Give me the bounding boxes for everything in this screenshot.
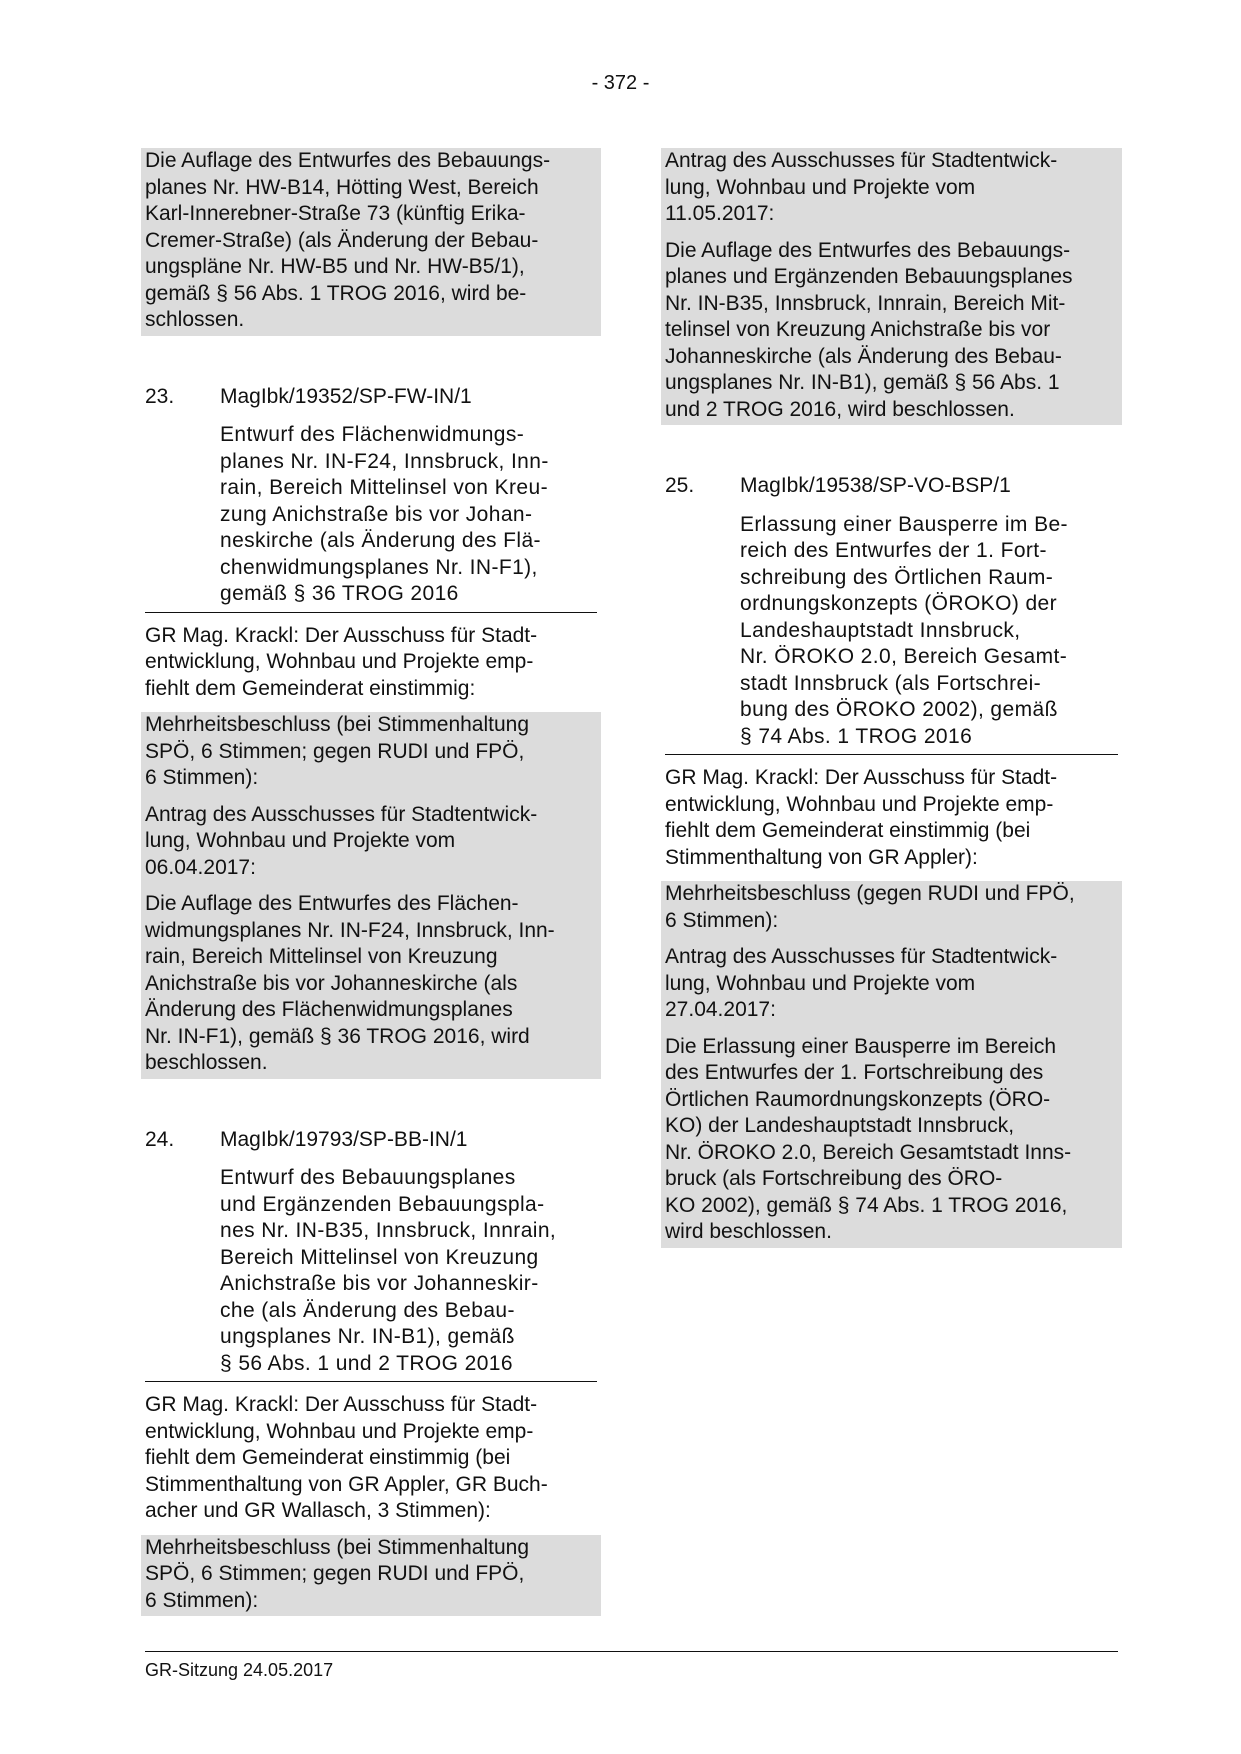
item-24-decision-box <box>141 1535 601 1617</box>
item-24-heading <box>145 1127 597 1154</box>
item-25-heading <box>665 473 1118 500</box>
item-23-number: 23. <box>145 384 175 408</box>
item-24-title: Entwurf des Bebauungsplanes und Ergänzenden Bebauungspla- nes Nr. IN-B35, Innsbruck, Innrain, Bereich Mittelinsel von Kreuzung Anichstraße bis vor Johanneskir- che (als Änderung des Bebau- ungsplanes Nr. IN-B1), gemäß § 56 Abs. 1 und 2 TROG 2016 <box>145 1165 597 1382</box>
item-24-code: MagIbk/19793/SP-BB-IN/1 <box>220 1127 468 1151</box>
item-23-resolution: Die Auflage des Entwurfes des Flächen- widmungsplanes Nr. IN-F24, Innsbruck, Inn- rain, Bereich Mittelinsel von Kreuzung Anichstraße bis vor Johanneskirche (als Änderung des Flächenwidmungsplanes Nr. IN-F1), gemäß § 36 TROG 2016, wird beschlossen. <box>145 892 555 1074</box>
item-23-motion: Antrag des Ausschusses für Stadtentwick- lung, Wohnbau und Projekte vom 06.04.2017: <box>145 802 538 879</box>
item-23-code: MagIbk/19352/SP-FW-IN/1 <box>220 384 472 408</box>
item-24-motion: Antrag des Ausschusses für Stadtentwick- lung, Wohnbau und Projekte vom 11.05.2017: <box>665 149 1058 225</box>
right-column <box>665 148 1118 1248</box>
item-25-code: MagIbk/19538/SP-VO-BSP/1 <box>740 474 1011 497</box>
item-23-decision: Mehrheitsbeschluss (bei Stimmenhaltung SPÖ, 6 Stimmen; gegen RUDI und FPÖ, 6 Stimmen): <box>145 713 530 789</box>
item-25-motion: Antrag des Ausschusses für Stadtentwick- lung, Wohnbau und Projekte vom 27.04.2017: <box>665 945 1058 1021</box>
left-column <box>145 148 597 1616</box>
item-25-title: Erlassung einer Bausperre im Be- reich des Entwurfes der 1. Fort- schreibung des Örtlichen Raum- ordnungskonzepts (ÖROKO) der Landeshauptstadt Innsbruck, Nr. ÖROKO 2.0, Bereich Gesamt- stadt Innsbruck (als Fortschrei- bung des ÖROKO 2002), gemäß § 74 Abs. 1 TROG 2016 <box>665 512 1118 756</box>
item-23-title: Entwurf des Flächenwidmungs- planes Nr. IN-F24, Innsbruck, Inn- rain, Bereich Mittelinsel von Kreu- zung Anichstraße bis vor Johan- neskirche (als Änderung des Flä- chenwidmungsplanes Nr. IN-F1), gemäß § 36 TROG 2016 <box>145 422 597 613</box>
item-23-recommendation: GR Mag. Krackl: Der Ausschuss für Stadt- entwicklung, Wohnbau und Projekte emp- fiehlt dem Gemeinderat einstimmig: <box>145 623 538 700</box>
item-25-decision: Mehrheitsbeschluss (gegen RUDI und FPÖ, 6 Stimmen): <box>665 882 1075 932</box>
item-24-continued-box <box>661 148 1122 425</box>
footer-divider <box>145 1651 1118 1652</box>
intro-resolution-text: Die Auflage des Entwurfes des Bebauungs- planes Nr. HW-B14, Hötting West, Bereich Karl-Innerebner-Straße 73 (künftig Erika- Cremer-Straße) (als Änderung der Bebau- ungspläne Nr. HW-B5 und Nr. HW-B5/1), gemäß § 56 Abs. 1 TROG 2016, wird be- schlossen. <box>145 149 551 331</box>
item-24-recommendation: GR Mag. Krackl: Der Ausschuss für Stadt- entwicklung, Wohnbau und Projekte emp- fiehlt dem Gemeinderat einstimmig (bei Stimmenthaltung von GR Appler, GR Buch- acher und GR Wallasch, 3 Stimmen): <box>145 1393 548 1522</box>
item-24-decision: Mehrheitsbeschluss (bei Stimmenhaltung SPÖ, 6 Stimmen; gegen RUDI und FPÖ, 6 Stimmen): <box>145 1535 530 1612</box>
item-24-number: 24. <box>145 1127 175 1151</box>
item-25-decision-box <box>661 881 1122 1248</box>
footer-session-date: GR-Sitzung 24.05.2017 <box>145 1660 334 1680</box>
item-23-decision-box <box>141 712 601 1079</box>
item-25-resolution: Die Erlassung einer Bausperre im Bereich des Entwurfes der 1. Fortschreibung des Örtlichen Raumordnungskonzepts (ÖRO- KO) der Landeshauptstadt Innsbruck, Nr. ÖROKO 2.0, Bereich Gesamtstadt Inns- bruck (als Fortschreibung des ÖRO- KO 2002), gemäß § 74 Abs. 1 TROG 2016, wird beschlossen. <box>665 1034 1072 1243</box>
item-25-number: 25. <box>665 474 695 497</box>
page-number: - 372 - <box>591 72 650 94</box>
intro-resolution-box <box>141 148 601 336</box>
item-24-resolution: Die Auflage des Entwurfes des Bebauungs- planes und Ergänzenden Bebauungsplanes Nr. IN-B35, Innsbruck, Innrain, Bereich Mit- telinsel von Kreuzung Anichstraße bis vor Johanneskirche (als Änderung des Bebau- ungsplanes Nr. IN-B1), gemäß § 56 Abs. 1 und 2 TROG 2016, wird beschlossen. <box>665 238 1073 421</box>
item-25-recommendation: GR Mag. Krackl: Der Ausschuss für Stadt- entwicklung, Wohnbau und Projekte emp- fiehlt dem Gemeinderat einstimmig (bei Stimmenthaltung von GR Appler): <box>665 766 1058 869</box>
item-23-heading <box>145 384 597 411</box>
